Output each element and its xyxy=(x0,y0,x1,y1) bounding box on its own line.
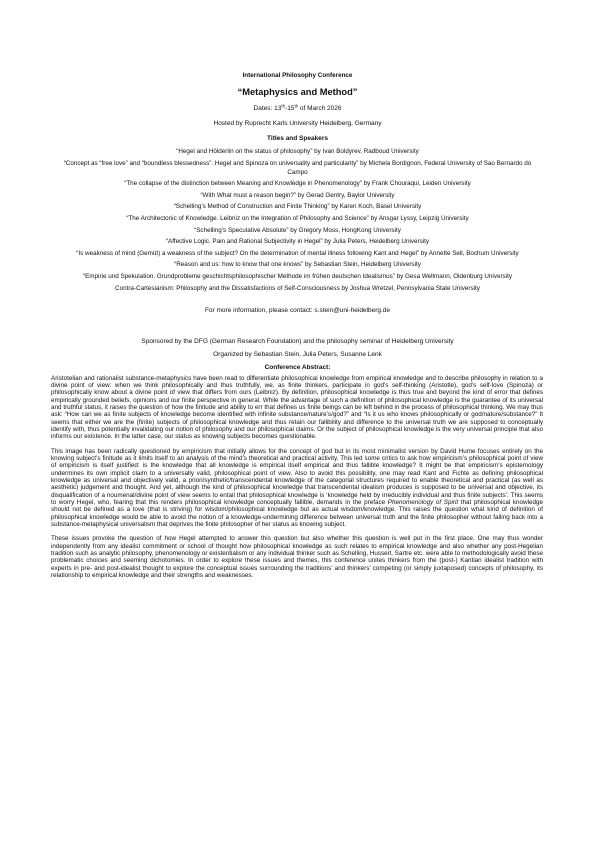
abstract-heading: Conference Abstract: xyxy=(264,363,331,371)
dates-prefix: Dates: 13 xyxy=(253,105,282,112)
abstract-p2-before: This image has been radically questioned by empiricism that initially allows for the concept of god but in its most minimalist version by David Hume focuses entirely on the knowing subject’s finitude as it limits itself to an analysis of the mind’s theoretical and practical activity. This led some critics to ask how empiricism’s philosophical point of view of empiricism is itself justified: is the knowledge that all knowledge is empirical itself empirical and thus fallible knowledge? It might be that empiricism’s epistemology undermines its own implicit claim to a universally valid, philosophical point of view. Also to avoid this possibility, one may read Kant and Fichte as defining philosophical knowledge as universal and objectively valid, a priori/synthetic/transcendental knowledge of the categorial structures required to enable theoretical and practical (as well as aesthetic) judgement and thought. And yet, although the kind of philosophical knowledge that transcendental idealism produces is supposed to be universal and objective, its disqualification of a noumenal/divine point of view seems to entail that philosophical knowledge is ‘knowledge held by irreducibly individual and thus finite subjects’. This seems to worry Hegel, who, fearing that this renders philosophical knowledge conceptually fallible, demands in the preface xyxy=(51,447,543,507)
speaker-item: “Reason and us: how to know that one knows” by Sebastian Stein, Heidelberg University xyxy=(174,261,421,269)
conference-label: International Philosophy Conference xyxy=(242,72,353,79)
abstract-paragraph-1: Aristotelian and rationalist substance-metaphysics have been read to differentiate philosophical knowledge from empirical knowledge and to describe philosophy in relation to a divine point of view: when we think philosophically and thus truthfully, we, as finite thinkers, participate in god’s self-thinking (Aristotle), god’s self-love (Spinoza) or philosophically know about a divine point of view that differs from ours (Leibniz). By definition, philosophical knowledge is thus true and beyond the kind of error that defines empirically grounded beliefs, opinions and our finite perspective in general. While the advantage of such a definition of philosophical knowledge is the guarantee of its universal and truthful status, it raises the question of how the finitude and ability to err that defines us finite beings can be left behind in the process of philosophical thinking. We may thus ask: “How can we as finite subjects of knowledge become identified with infinite substance/nature’s/god?” and “Is it us who knows philosophically or god/nature/substance?” It seems that either we are the (finite) subjects of philosophical knowledge and thus retain our fallibility and difference to the universal truth we are supposed to conceptually identify with, thus potentially invalidating our notion of philosophy and our philosophical claims. Or the subject of philosophical knowledge is the very universal principle that also informs our existence. In the latter case, our status as knowing subjects becomes questionable. xyxy=(51,374,543,441)
abstract-paragraph-2 xyxy=(51,448,543,529)
speaker-item: “Is weakness of mind (Gemüt) a weakness of the subject? On the determination of mental illness following Kant and Hegel” by Annette Sell, Bochum University xyxy=(76,249,519,257)
speaker-item: “Schelling’s Method of Construction and Finite Thinking” by Karen Koch, Basel University xyxy=(173,203,422,211)
speaker-item: “Schelling’s Speculative Absolute” by Gregory Moss, HongKong University xyxy=(194,226,401,234)
speaker-item: “The collapse of the distinction between Meaning and Knowledge in Phenomenology” by Frank Chouraqui, Leiden University xyxy=(124,180,471,188)
dates-sup-start: th xyxy=(281,103,286,109)
conference-host: Hosted by Ruprecht Karls University Heidelberg, Germany xyxy=(213,120,382,127)
contact-line: For more information, please contact: s.stein@uni-heidelberg.de xyxy=(204,306,391,314)
speaker-item: “The Architectonic of Knowledge. Leibniz on the Integration of Philosophy and Science” by Ansgar Lyssy, Leipzig University xyxy=(126,214,469,222)
speaker-item: Contra-Cartesianism: Philosophy and the Dissatisfactions of Self-Consciousness by Joshua Wretzel, Pennsylvania State University xyxy=(115,284,480,292)
abstract-paragraph-3: These issues provoke the question of how Hegel attempted to answer this question but also whether this question is well put in the first place. One may thus wonder independently from any idealist commitment or school of thought how philosophical knowledge as such relates to empirical knowledge and also whether any post-Hegelian tradition such as analytic philosophy, phenomenology or existentialism or any individual thinker such as Schelling, Husserl, Sartre etc. were able to methodologically avoid these problematic choices and seeming dichotomies. In order to explore these issues and themes, this conference unites thinkers from the (post-) Kantian idealist tradition with experts in pre- and post-idealist thought to explore the conceptual issues surrounding the traditions’ and thinkers’ competing (or simply juxtaposed) concepts of philosophy, its relationship to empirical knowledge and their strengths and weaknesses. xyxy=(51,535,543,580)
sponsored-line: Sponsored by the DFG (German Research Foundation) and the philosophy seminar of Heidelberg University xyxy=(141,337,454,345)
conference-title: “Metaphysics and Method” xyxy=(237,87,358,97)
conference-dates xyxy=(55,104,540,113)
speaker-item: “With What must a reason begin?” by Gerad Gentry, Baylor University xyxy=(200,191,395,199)
speaker-item: “Empirie und Spekulation. Grundprobleme geschichtsphilosophischer Methode im frühen deutschen Idealismus” by Gesa Wellmann, Oldenburg University xyxy=(83,272,512,280)
organized-line: Organized by Sebastian Stein, Julia Peters, Susanne Lenk xyxy=(213,350,382,358)
speakers-heading: Titles and Speakers xyxy=(267,135,328,142)
speaker-item: “Concept as “free love” and “boundless blessedness”. Hegel and Spinoza on universality and particularity” by Michela Bordignon, Federal University of Sao Bernardo do Campo xyxy=(63,159,532,176)
speakers-list xyxy=(55,147,540,293)
abstract-p2-after: that philosophical knowledge should not be defined as a love (that is striving) for wisdom/philosophical knowledge but as actual wisdom/knowledge. This raises the question what kind of definition of philosophical knowledge would be able to avoid the notion of a knowledge-undermining difference between universal truth and the finite philosopher without falling back into a substance-metaphysical universalism that deprives the finite philosopher of her status as knowing subject. xyxy=(51,499,544,529)
speaker-item: “Affective Logic. Pain and Rational Subjectivity in Hegel” by Julia Peters, Heidelberg University xyxy=(165,238,430,246)
dates-mid: -15 xyxy=(285,105,295,112)
dates-suffix: of March 2026 xyxy=(298,105,342,112)
abstract-p2-book-title: Phenomenology of Spirit xyxy=(387,499,459,507)
dates-sup-end: th xyxy=(294,103,299,109)
speaker-item: “Hegel and Hölderlin on the status of philosophy” by Ivan Boldyrev, Radboud University xyxy=(176,148,419,155)
